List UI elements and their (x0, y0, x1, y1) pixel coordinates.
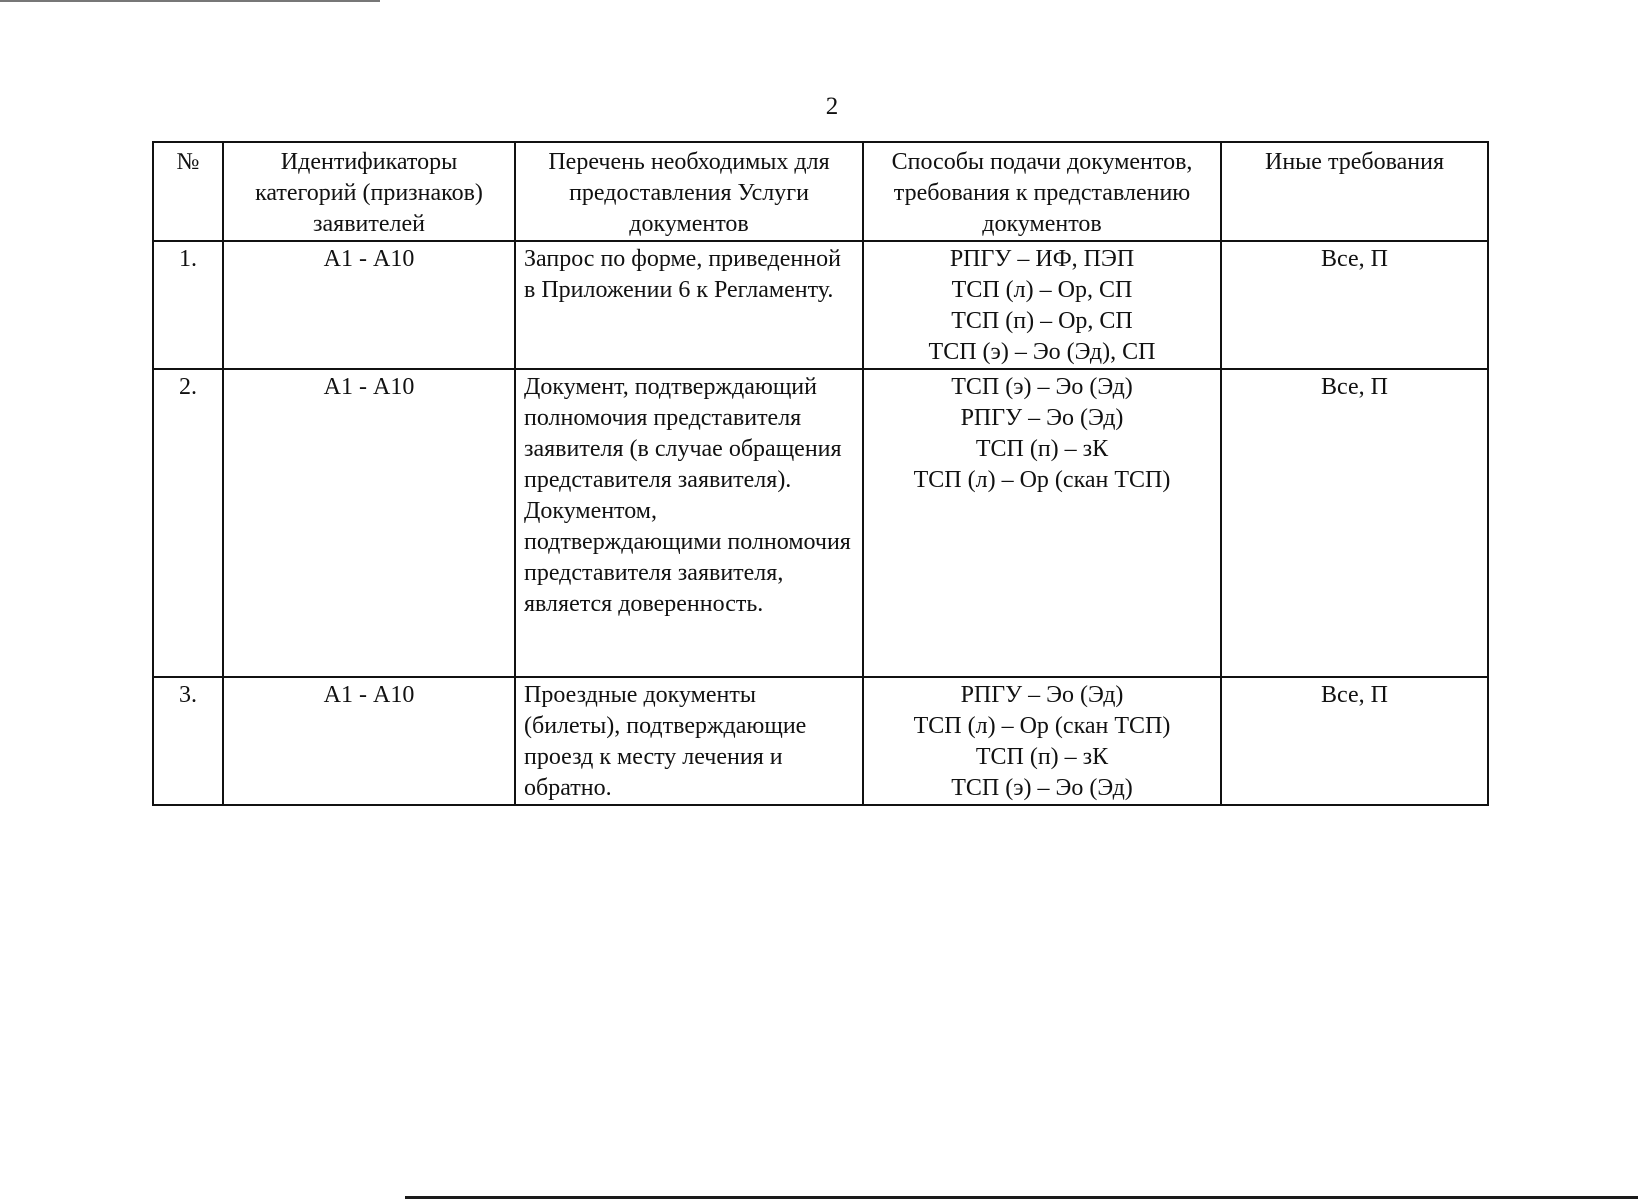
page-number: 2 (825, 93, 839, 120)
table-row (153, 677, 1488, 805)
submission-method: ТСП (п) – зК (975, 436, 1109, 462)
submission-method: ТСП (л) – Ор, СП (951, 277, 1133, 303)
header-category-ids: Идентификаторы категорий (признаков) заявителей (223, 142, 515, 241)
header-number: № (153, 142, 223, 241)
row-number: 1. (153, 241, 223, 369)
table-row (153, 241, 1488, 369)
submission-method: РПГУ – Эо (Эд) (960, 405, 1124, 431)
row-other-requirements: Все, П (1221, 369, 1488, 677)
requirements-table (152, 141, 1489, 806)
header-documents-list: Перечень необходимых для предоставления Услуги документов (515, 142, 863, 241)
row-category-ids: А1 - А10 (223, 369, 515, 677)
submission-method: ТСП (э) – Эо (Эд) (951, 374, 1133, 400)
scan-edge-top (0, 0, 380, 2)
row-submission-methods (863, 241, 1221, 369)
row-other-requirements: Все, П (1221, 241, 1488, 369)
submission-method: ТСП (л) – Ор (скан ТСП) (913, 467, 1171, 493)
submission-method: ТСП (п) – зК (975, 744, 1109, 770)
submission-method: ТСП (э) – Эо (Эд), СП (928, 339, 1156, 365)
row-category-ids: А1 - А10 (223, 677, 515, 805)
row-other-requirements: Все, П (1221, 677, 1488, 805)
row-number: 2. (153, 369, 223, 677)
header-other-requirements: Иные требования (1221, 142, 1488, 241)
submission-method: ТСП (э) – Эо (Эд) (951, 775, 1133, 801)
row-submission-methods (863, 369, 1221, 677)
row-submission-methods (863, 677, 1221, 805)
submission-method: РПГУ – Эо (Эд) (960, 682, 1124, 708)
row-documents: Проездные документы (билеты), подтверждающие проезд к месту лечения и обратно. (515, 677, 863, 805)
row-category-ids: А1 - А10 (223, 241, 515, 369)
header-submission-methods: Способы подачи документов, требования к представлению документов (863, 142, 1221, 241)
table-header-row (153, 142, 1488, 241)
row-documents: Документ, подтверждающий полномочия представителя заявителя (в случае обращения представителя заявителя). Документом, подтверждающими полномочия представителя заявителя, является доверенность. (515, 369, 863, 677)
submission-method: ТСП (п) – Ор, СП (951, 308, 1133, 334)
submission-method: ТСП (л) – Ор (скан ТСП) (913, 713, 1171, 739)
row-number: 3. (153, 677, 223, 805)
scan-edge-bottom (405, 1196, 1638, 1199)
row-documents: Запрос по форме, приведенной в Приложении 6 к Регламенту. (515, 241, 863, 369)
table-row (153, 369, 1488, 677)
submission-method: РПГУ – ИФ, ПЭП (949, 246, 1135, 272)
